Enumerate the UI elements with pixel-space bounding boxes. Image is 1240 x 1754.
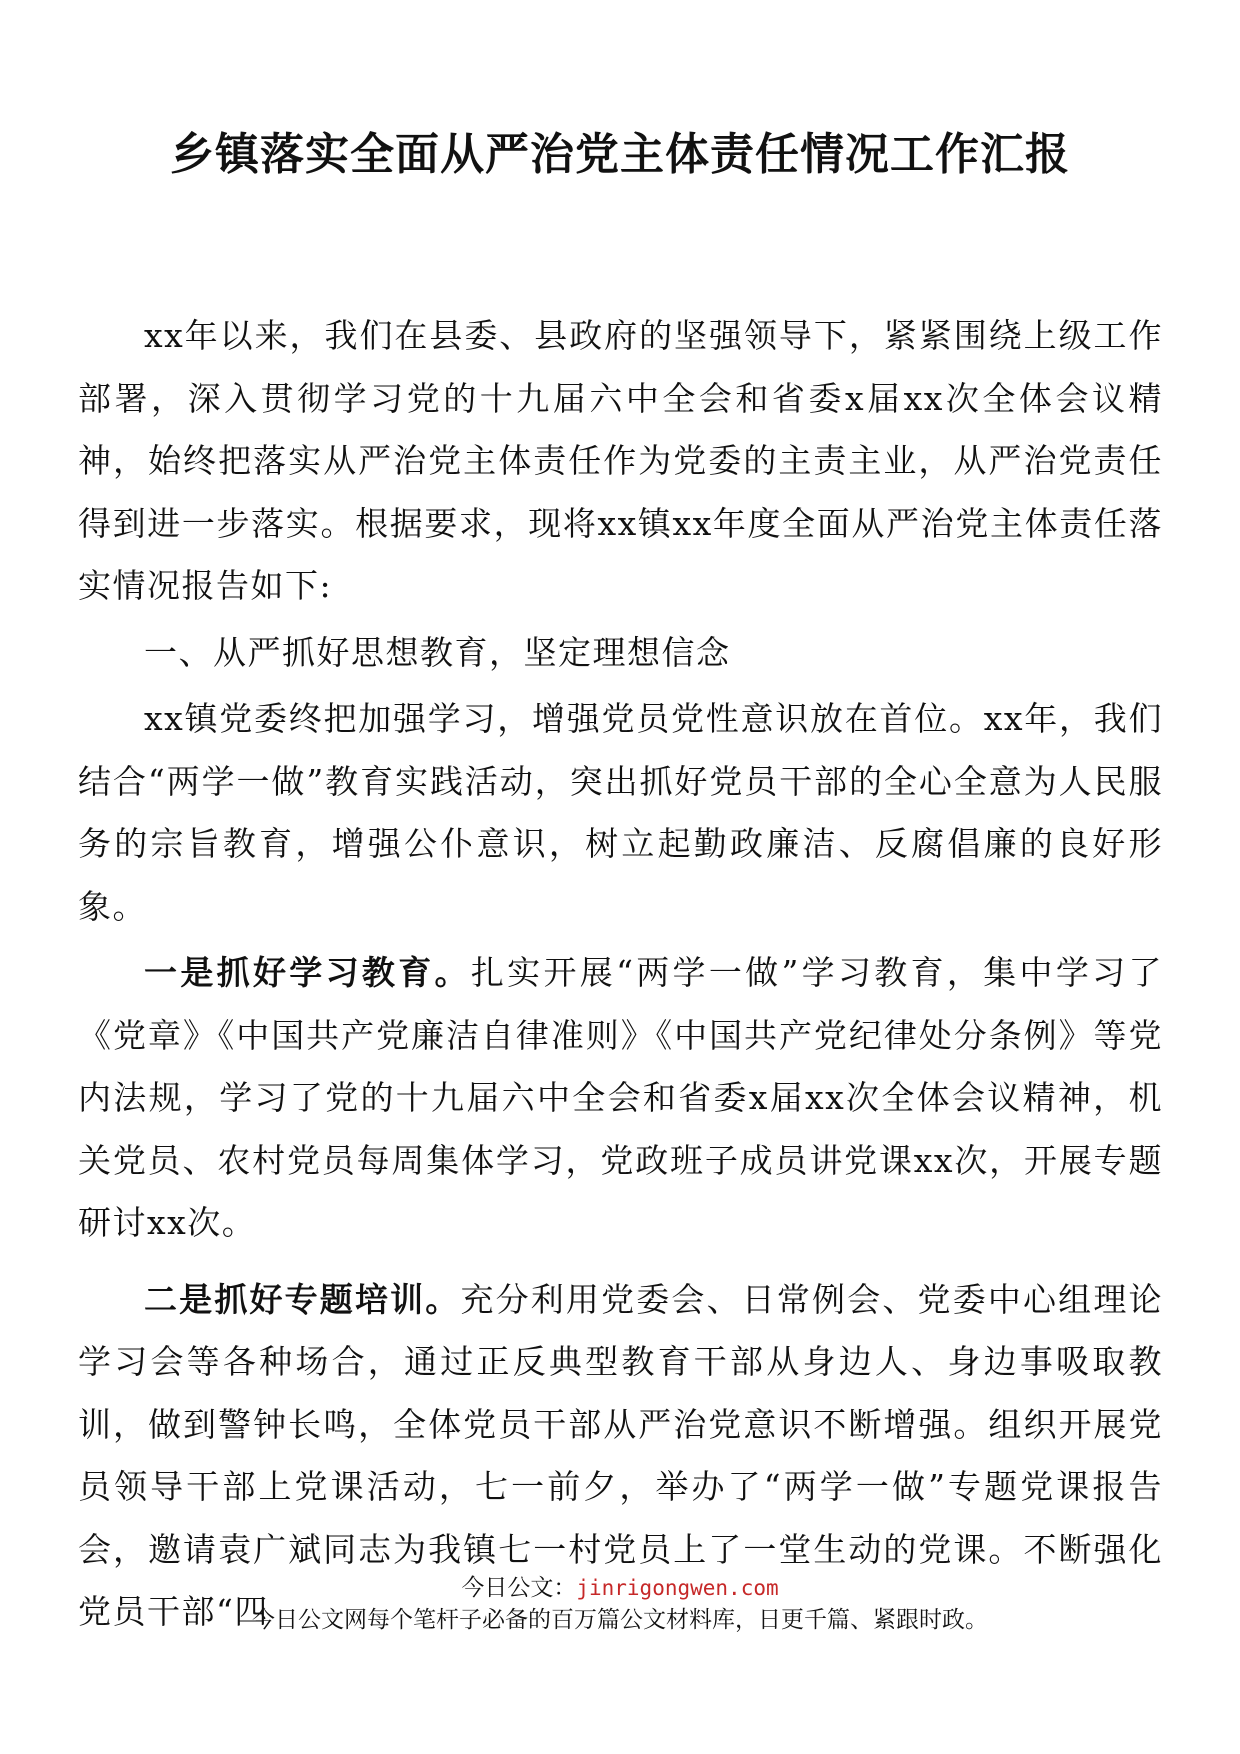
footer-slogan: 今日公文网每个笔杆子必备的百万篇公文材料库，日更千篇、紧跟时政。: [252, 1607, 988, 1633]
point-2-lead: 二是抓好专题培训。: [144, 1279, 461, 1319]
footer-watermark: [0, 1572, 1240, 1636]
section-1-heading: 一、从严抓好思想教育，坚定理想信念: [144, 632, 731, 672]
point-1-paragraph: [78, 942, 1163, 1255]
section-1-paragraph: xx镇党委终把加强学习，增强党员党性意识放在首位。xx年，我们结合“两学一做”教育实践活动，突出抓好党员干部的全心全意为人民服务的宗旨教育，增强公仆意识，树立起勤政廉洁、反腐倡廉的良好形象。: [78, 699, 1163, 926]
point-1-lead: 一是抓好学习教育。: [144, 953, 471, 992]
intro-paragraph: xx年以来，我们在县委、县政府的坚强领导下，紧紧围绕上级工作部署，深入贯彻学习党的十九届六中全会和省委x届xx次全体会议精神，始终把落实从严治党主体责任作为党委的主责主业，从严治党责任得到进一步落实。根据要求，现将xx镇xx年度全面从严治党主体责任落实情况报告如下:: [78, 316, 1163, 605]
footer-site-label: 今日公文：: [461, 1575, 577, 1601]
document-title: 乡镇落实全面从严治党主体责任情况工作汇报: [170, 129, 1070, 180]
footer-site-link[interactable]: jinrigongwen.com: [576, 1576, 779, 1600]
point-2-text: 充分利用党委会、日常例会、党委中心组理论学习会等各种场合，通过正反典型教育干部从身边人、身边事吸取教训，做到警钟长鸣，全体党员干部从严治党意识不断增强。组织开展党员领导干部上党课活动，七一前夕，举办了“两学一做”专题党课报告会，邀请袁广斌同志为我镇七一村党员上了一堂生动的党课。不断强化党员干部“四: [78, 1279, 1164, 1631]
footer-site-line: [0, 1572, 1240, 1604]
point-1-text: 扎实开展“两学一做”学习教育，集中学习了《党章》《中国共产党廉洁自律准则》《中国共产党纪律处分条例》等党内法规，学习了党的十九届六中全会和省委x届xx次全体会议精神，机关党员、农村党员每周集体学习，党政班子成员讲党课xx次，开展专题研讨xx次。: [78, 953, 1163, 1242]
document-body: [78, 305, 1163, 1644]
